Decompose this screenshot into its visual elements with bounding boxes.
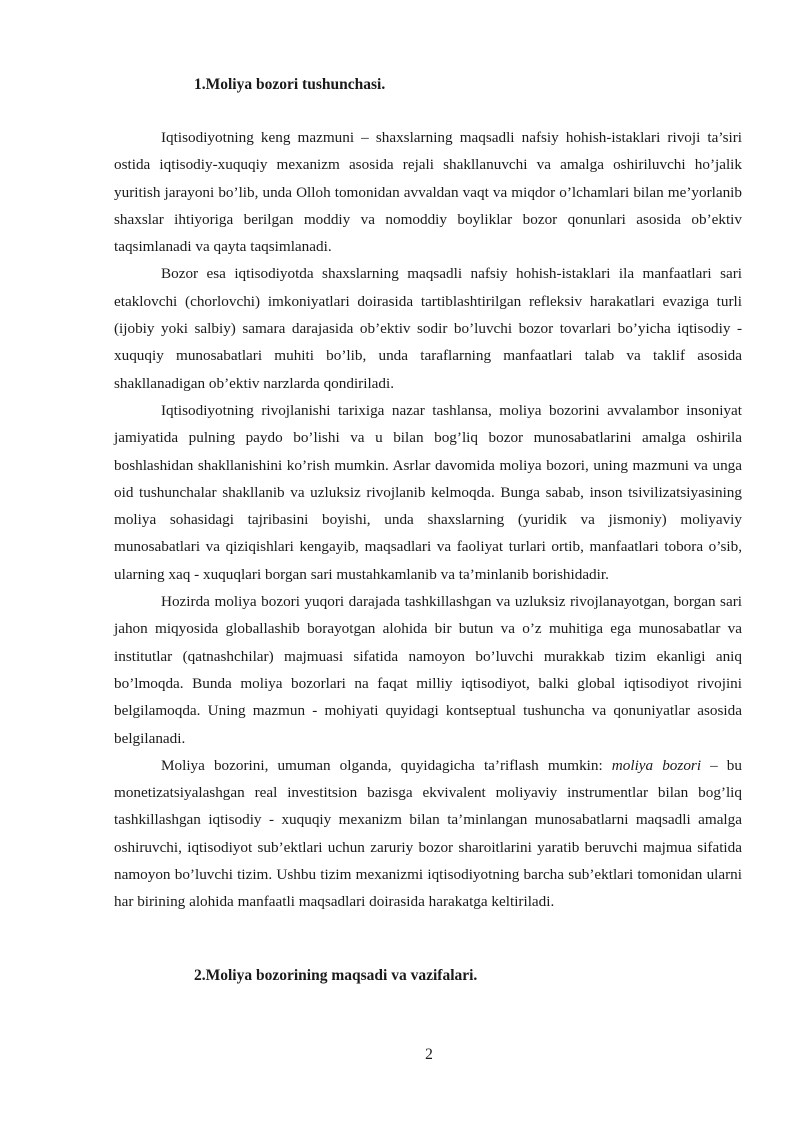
- paragraph-2: Bozor esa iqtisodiyotda shaxslarning maqsadli nafsiy hohish-istaklari ila manfaatlari sari etaklovchi (chorlovchi) imkoniyatlari doirasida tartiblashtirilgan refleksiv harakatlari evaziga turli (ijobiy yoki salbiy) samara darajasida ob’ektiv sodir bo’luvchi bozor tovarlari bo’yicha iqtisodiy - xuquqiy munosabatlari muhiti bo’lib, unda taraflarning manfaatlari talab va taklif asosida shakllanadigan ob’ektiv narzlarda qondiriladi.: [114, 265, 742, 392]
- definition-lead: Moliya bozorini, umuman olganda, quyidagicha ta’riflash mumkin:: [161, 756, 612, 774]
- paragraph-5-definition: [114, 752, 742, 916]
- body-text: [114, 124, 742, 916]
- page-number: 2: [425, 1046, 433, 1063]
- paragraph-1: Iqtisodiyotning keng mazmuni – shaxslarning maqsadli nafsiy hohish-istaklari rivoji ta’siri ostida iqtisodiy-xuquqiy mexanizm asosida rejali shakllanuvchi va amalga oshiriluvchi ho’jalik yuritish jarayoni bo’lib, unda Olloh tomonidan avvaldan vaqt va miqdor o’lchamlari bilan me’yorlanib shaxslar ihtiyoriga berilgan moddiy va nomoddiy boyliklar bozor qonunlari asosida ob’ektiv taqsimlanadi va qayta taqsimlanadi.: [114, 129, 742, 256]
- paragraph-3: Iqtisodiyotning rivojlanishi tarixiga nazar tashlansa, moliya bozorini avvalambor insoniyat jamiyatida pulning paydo bo’lishi va u bilan bog’liq bozor munosabatlarini amalga oshirila boshlashidan shakllanishini ko’rish mumkin. Asrlar davomida moliya bozori, uning mazmuni va unga oid tushunchalar shakllanib va uzluksiz rivojlanib kelmoqda. Bunga sabab, inson tsivilizatsiyasining moliya sohasidagi tajribasini boyishi, unda shaxslarning (yuridik va jismoniy) moliyaviy munosabatlari va qiziqishlari kengayib, maqsadlari va faoliyat turlari ortib, manfaatlari tobora o’sib, ularning xaq - xuquqlari borgan sari mustahkamlanib va ta’minlanib borishidadir.: [114, 401, 742, 583]
- section-heading-1: 1.Moliya bozori tushunchasi.: [194, 76, 386, 93]
- definition-rest: – bu monetizatsiyalashgan real investitsion bazisga ekvivalent moliyaviy instrumentlar bilan bog’liq tashkillashgan iqtisodiy - xuquqiy mexanizm bilan ta’minlangan munosabatlarni maqsadli amalga oshiruvchi, iqtisodiyot sub’ektlari uchun zaruriy bozor sharoitlarini yaratib beruvchi majmua sifatida namoyon bo’luvchi tizim. Ushbu tizim mexanizmi iqtisodiyotning barcha sub’ektlari tomonidan ularni har birining alohida manfaatli maqsadlari doirasida harakatga keltiriladi.: [114, 756, 742, 911]
- paragraph-4: Hozirda moliya bozori yuqori darajada tashkillashgan va uzluksiz rivojlanayotgan, borgan sari jahon miqyosida globallashib borayotgan alohida bir butun va o’z muhitiga ega munosabatlar va institutlar (qatnashchilar) majmuasi sifatida namoyon bo’luvchi murakkab tizim ekanligi aniq bo’lmoqda. Bunda moliya bozorlari na faqat milliy iqtisodiyot, balki global iqtisodiyot rivojini belgilamoqda. Uning mazmun - mohiyati quyidagi kontseptual tushuncha va qonuniyatlar asosida belgilanadi.: [114, 593, 742, 747]
- definition-term: moliya bozori: [611, 756, 702, 774]
- section-heading-2: 2.Moliya bozorining maqsadi va vazifalari.: [194, 967, 478, 984]
